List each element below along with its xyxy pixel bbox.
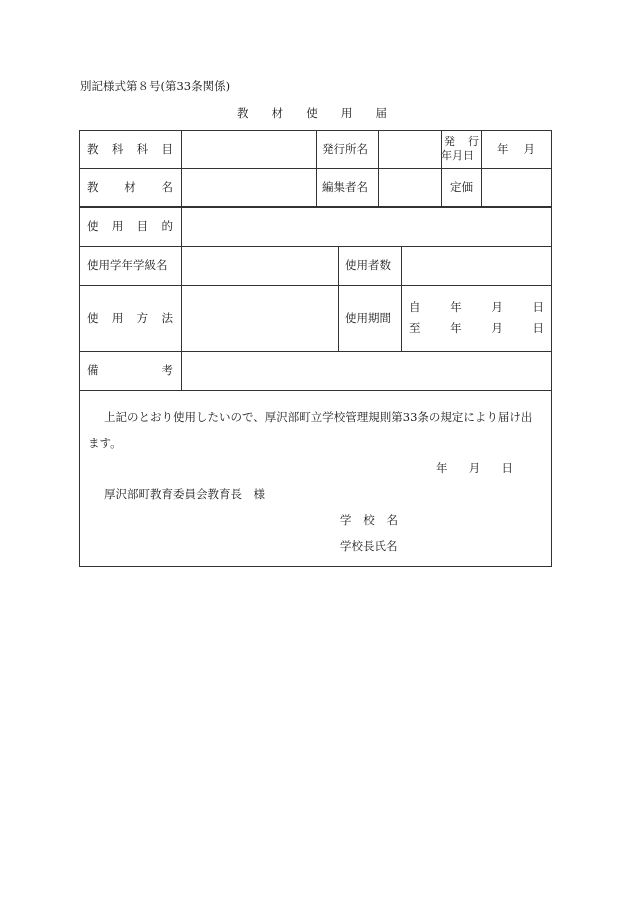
- label-char: 目: [136, 219, 149, 233]
- label-char: 名: [161, 180, 173, 194]
- label-char: 使: [87, 219, 99, 233]
- statement-line-2: ます。: [88, 436, 122, 450]
- label-char: 教: [87, 180, 99, 194]
- title-char: 届: [375, 106, 387, 120]
- date-char: 月: [491, 321, 503, 335]
- period-to: [409, 323, 544, 335]
- school-name-label: [340, 515, 398, 527]
- publisher-label: 発行所名: [322, 142, 368, 156]
- title-char: 教: [237, 106, 249, 120]
- price-label: 定価: [450, 180, 473, 194]
- label-char: 用: [111, 219, 124, 233]
- title-char: 用: [340, 106, 353, 120]
- addressee: 厚沢部町教育委員会教育長 様: [104, 487, 265, 501]
- material-name-label: [87, 182, 173, 194]
- submission-date: [436, 463, 513, 475]
- label-char: 目: [161, 142, 173, 156]
- label-char: 的: [161, 219, 173, 233]
- principal-name-label: 学校長氏名: [340, 539, 398, 553]
- label-char: 科: [136, 142, 149, 156]
- remarks-label: [87, 365, 173, 377]
- publication-date-label-bottom: 年月日: [441, 149, 474, 162]
- date-char: 日: [532, 321, 544, 335]
- purpose-label: [87, 221, 173, 233]
- label-char: 用: [111, 311, 124, 325]
- label-char: 考: [161, 363, 173, 377]
- publication-date-value: [497, 144, 535, 156]
- label-char: 法: [161, 311, 173, 325]
- date-char: 日: [501, 461, 513, 475]
- grade-class-label: 使用学年学級名: [87, 258, 168, 272]
- date-char: 年: [436, 461, 448, 475]
- number-of-users-label: 使用者数: [345, 258, 391, 272]
- date-char: 年: [450, 300, 462, 314]
- statement-line-1: 上記のとおり使用したいので、厚沢部町立学校管理規則第33条の規定により届け出: [104, 410, 533, 424]
- date-char: 月: [491, 300, 503, 314]
- period-from: [409, 302, 544, 314]
- date-char: 自: [409, 300, 421, 314]
- method-label: [87, 313, 173, 325]
- label-char: 科: [111, 142, 124, 156]
- date-char: 日: [532, 300, 544, 314]
- date-char: 至: [409, 321, 421, 335]
- date-char: 年: [497, 142, 509, 156]
- label-char: 名: [386, 513, 398, 527]
- date-char: 月: [468, 461, 481, 475]
- label-char: 備: [87, 363, 99, 377]
- label-char: 使: [87, 311, 99, 325]
- label-char: 行: [468, 135, 479, 148]
- usage-period-label: 使用期間: [345, 311, 391, 325]
- label-char: 方: [136, 311, 149, 325]
- date-char: 年: [450, 321, 462, 335]
- title-char: 材: [271, 106, 284, 120]
- document-title: [237, 108, 387, 120]
- label-char: 学: [340, 513, 352, 527]
- label-char: 発: [444, 135, 455, 148]
- subject-label: [87, 144, 173, 156]
- date-char: 月: [523, 142, 535, 156]
- label-char: 校: [363, 513, 375, 527]
- label-char: 教: [87, 142, 99, 156]
- editor-label: 編集者名: [322, 180, 368, 194]
- title-char: 使: [306, 106, 318, 120]
- form-reference: 別記様式第８号(第33条関係): [80, 79, 231, 93]
- publication-date-label-top: [444, 136, 479, 147]
- label-char: 材: [124, 180, 136, 194]
